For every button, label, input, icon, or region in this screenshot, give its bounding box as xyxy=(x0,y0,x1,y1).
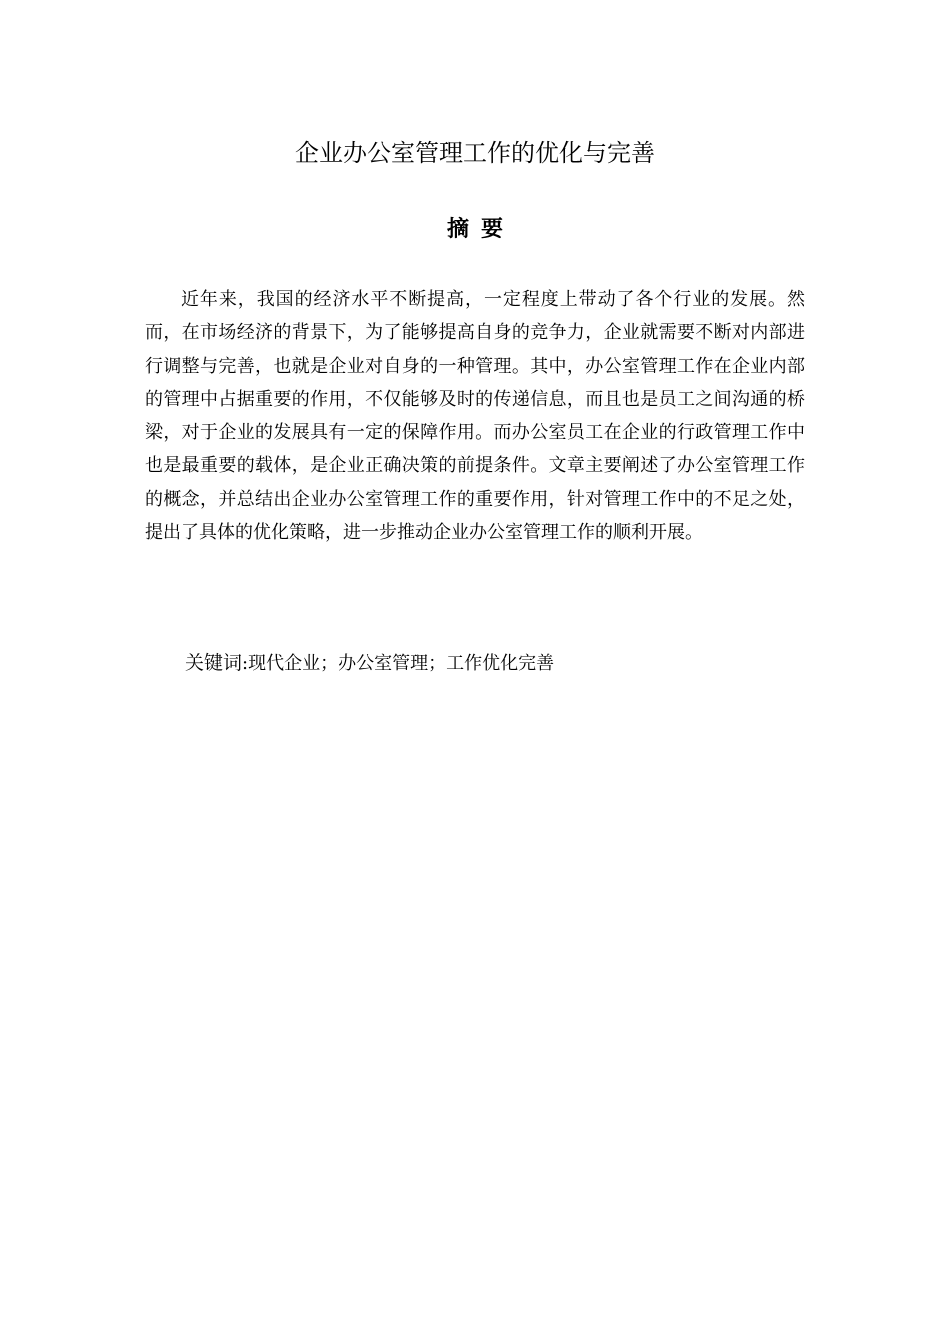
abstract-body: 近年来，我国的经济水平不断提高，一定程度上带动了各个行业的发展。然而，在市场经济的背景下，为了能够提高自身的竞争力，企业就需要不断对内部进行调整与完善，也就是企业对自身的一种管理。其中，办公室管理工作在企业内部的管理中占据重要的作用，不仅能够及时的传递信息，而且也是员工之间沟通的桥梁，对于企业的发展具有一定的保障作用。而办公室员工在企业的行政管理工作中也是最重要的载体，是企业正确决策的前提条件。文章主要阐述了办公室管理工作的概念，并总结出企业办公室管理工作的重要作用，针对管理工作中的不足之处，提出了具体的优化策略，进一步推动企业办公室管理工作的顺利开展。 xyxy=(145,289,805,544)
keywords-label: 关键词 xyxy=(185,652,243,674)
keywords-text: :现代企业；办公室管理；工作优化完善 xyxy=(242,653,555,674)
abstract-heading: 摘要 xyxy=(446,217,515,242)
keywords-line xyxy=(185,649,805,678)
paper-title: 企业办公室管理工作的优化与完善 xyxy=(295,139,655,167)
